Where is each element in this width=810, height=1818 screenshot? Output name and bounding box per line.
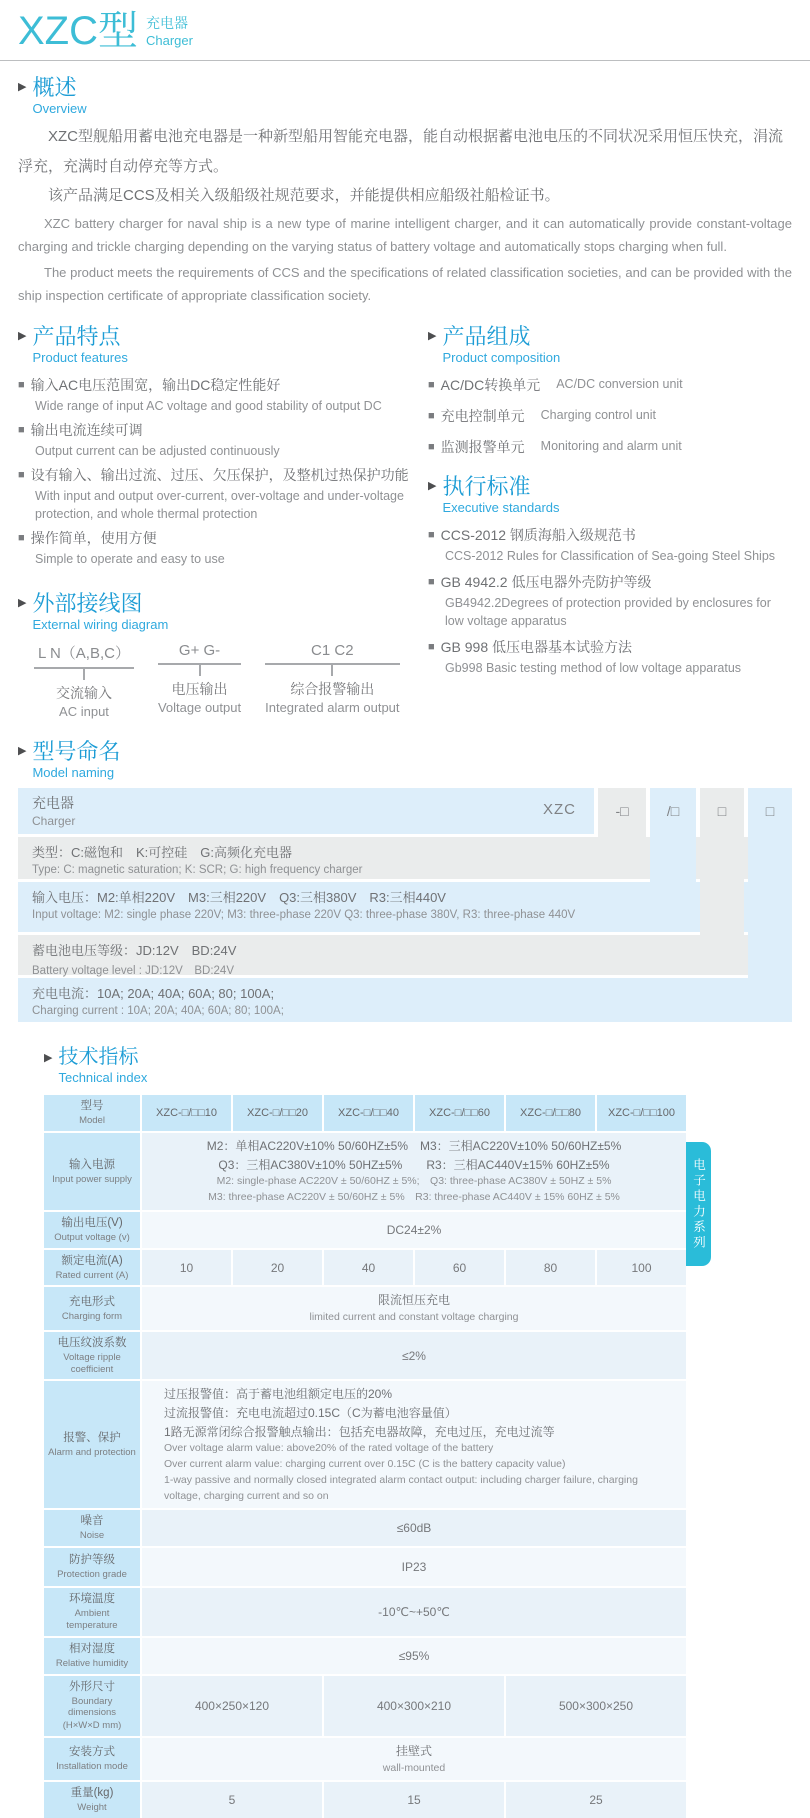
right-column — [410, 324, 792, 719]
naming-row-battery-level — [18, 935, 792, 978]
row-label-zh: 防护等级 — [69, 1554, 115, 1567]
value-line: 限流恒压充电 — [377, 1293, 450, 1308]
section-composition — [428, 324, 792, 458]
value-line: 挂壁式 — [395, 1744, 432, 1759]
row-label-zh: 报警、保护 — [63, 1431, 121, 1444]
terminal-desc-zh: 综合报警输出 — [290, 680, 375, 697]
terminal-desc-en: AC input — [59, 703, 109, 719]
left-column — [18, 324, 410, 719]
row-label-en: Installation mode — [56, 1761, 128, 1773]
overview-paragraph-en: The product meets the requirements of CCS and the specifications of related classification societies, and can be provided with the ship inspection certificate of appropriate classification society. — [18, 264, 792, 304]
placeholder-symbol: □ — [717, 803, 727, 820]
placeholder-symbol: -□ — [615, 803, 629, 820]
model-naming-table — [18, 788, 792, 1022]
overview-heading — [18, 75, 792, 116]
tech-value-cell: 80 — [506, 1250, 595, 1286]
row-label-zh: 噪音 — [80, 1515, 104, 1528]
square-bullet-icon: ■ — [18, 378, 25, 391]
tech-row-label — [44, 1133, 140, 1210]
tech-model-column: XZC-□/□□80 — [506, 1095, 595, 1131]
square-bullet-icon: ■ — [428, 409, 435, 422]
row-label-en: Noise — [79, 1530, 105, 1542]
header-label-en: Model — [79, 1115, 105, 1127]
section-bullet-icon: ▶ — [44, 1052, 53, 1065]
row-label-en: Alarm and protection — [48, 1446, 136, 1458]
section-bullet-icon: ▶ — [18, 81, 27, 93]
tech-value-cell: IP23 — [142, 1548, 686, 1586]
tech-model-column: XZC-□/□□10 — [142, 1095, 231, 1131]
row-label-zh: 电压纹波系数 — [57, 1336, 127, 1349]
section-model-naming — [18, 739, 792, 1022]
standard-item — [428, 572, 792, 630]
tech-table — [44, 1095, 686, 1818]
row-label-zh: 输出电压(V) — [61, 1216, 123, 1229]
features-title-en: Product features — [32, 349, 128, 365]
row-label-en: Voltage ripple coefficient — [63, 1351, 121, 1375]
row-label-zh: 重量(kg) — [70, 1787, 114, 1800]
page-subtitle-zh: 充电器 — [146, 15, 188, 31]
row-label-zh: 额定电流(A) — [61, 1254, 123, 1267]
naming-voltage-en: Input voltage: M2: single phase 220V; M3: three-phase 220V Q3: three-phase 380V, R3: three-phase 440V — [32, 909, 576, 922]
naming-current-en: Charging current : 10A; 20A; 40A; 60A; 80; 100A; — [32, 1005, 284, 1018]
standards-title-en: Executive standards — [442, 499, 560, 515]
row-label-en: Input power supply — [52, 1173, 132, 1185]
naming-title-en: Model naming — [32, 765, 115, 781]
tech-value-cell: 60 — [415, 1250, 504, 1286]
tech-model-column: XZC-□/□□100 — [597, 1095, 686, 1131]
naming-row-product — [18, 788, 594, 834]
value-line: Q3：三相AC380V±10% 50HZ±5% R3：三相AC440V±15% 60HZ±5% — [218, 1157, 610, 1172]
terminal-desc-zh: 交流输入 — [55, 684, 112, 701]
section-bullet-icon: ▶ — [428, 329, 437, 342]
placeholder-symbol: /□ — [666, 803, 680, 820]
tech-row-label — [44, 1510, 140, 1546]
value-line: wall-mounted — [382, 1761, 446, 1774]
value-line: 1路无源常闭综合报警触点输出：包括充电器故障，充电过压，充电过流等 — [164, 1424, 555, 1439]
features-title-zh: 产品特点 — [32, 323, 121, 349]
feature-zh: 设有输入、输出过流、过压、欠压保护，及整机过热保护功能 — [30, 467, 409, 484]
standard-zh: CCS-2012 钢质海船入级规范书 — [440, 526, 636, 543]
placeholder-band-type — [598, 788, 646, 879]
value-line: 过压报警值：高于蓄电池组额定电压的20% — [164, 1387, 393, 1402]
section-overview — [18, 75, 792, 308]
tech-value-cell: 15 — [324, 1782, 504, 1818]
overview-title-en: Overview — [32, 101, 87, 117]
tech-row-label — [44, 1381, 140, 1508]
section-features — [18, 324, 410, 569]
wiring-terminal-voltage — [158, 642, 241, 715]
composition-en: AC/DC conversion unit — [556, 376, 683, 391]
wiring-heading — [18, 591, 410, 632]
row-label-en: Relative humidity — [55, 1657, 129, 1669]
feature-item — [18, 528, 410, 568]
feature-en: With input and output over-current, over-voltage and under-voltage protection, and whole thermal protection — [35, 489, 404, 522]
feature-item — [18, 420, 410, 460]
value-line: M2：单相AC220V±10% 50/60HZ±5% M3：三相AC220V±10% 50/60HZ±5% — [206, 1139, 622, 1154]
row-label-en: (H×W×D mm) — [62, 1720, 122, 1732]
connector-line — [83, 669, 85, 680]
naming-type-zh: 类型：C:磁饱和 K:可控硅 G:高频化充电器 — [32, 845, 293, 861]
naming-heading — [18, 739, 792, 780]
wiring-diagram — [34, 642, 410, 719]
overview-paragraph: XZC型舰船用蓄电池充电器是一种新型船用智能充电器，能自动根据蓄电池电压的不同状况采用恒压快充，涓流浮充，充满时自动停充等方式。 — [18, 128, 784, 175]
value-line: 1-way passive and normally closed integrated alarm contact output: including charger failure, charging voltage, charging current and so on — [164, 1473, 638, 1502]
naming-battery-zh: 蓄电池电压等级：JD:12V BD:24V — [32, 943, 237, 959]
terminal-label: C1 C2 — [265, 642, 399, 665]
row-label-en: Ambient temperature — [66, 1608, 118, 1631]
tech-row-label — [44, 1782, 140, 1818]
overview-title-zh: 概述 — [32, 75, 77, 100]
tech-row-label — [44, 1588, 140, 1636]
feature-zh: 输入AC电压范围宽，输出DC稳定性能好 — [30, 376, 281, 393]
tech-value-cell: 100 — [597, 1250, 686, 1286]
composition-item — [428, 406, 792, 427]
feature-en: Wide range of input AC voltage and good stability of output DC — [35, 398, 382, 413]
page-subtitle-en: Charger — [146, 33, 193, 48]
standard-en: GB4942.2Degrees of protection provided by enclosures for low voltage apparatus — [445, 596, 771, 629]
square-bullet-icon: ■ — [18, 424, 25, 437]
tech-row-label — [44, 1676, 140, 1737]
square-bullet-icon: ■ — [428, 378, 435, 391]
composition-en: Monitoring and alarm unit — [540, 438, 682, 453]
tech-row-label — [44, 1287, 140, 1329]
value-line: 过流报警值：充电电流超过0.15C（C为蓄电池容量值） — [164, 1406, 457, 1421]
row-label-en: Protection grade — [57, 1569, 127, 1581]
square-bullet-icon: ■ — [428, 440, 435, 453]
terminal-desc-en: Integrated alarm output — [265, 699, 400, 715]
tech-row-label — [44, 1212, 140, 1248]
tech-value-cell: 25 — [506, 1782, 686, 1818]
row-label-zh: 相对湿度 — [69, 1642, 115, 1655]
value-line: M2: single-phase AC220V ± 50/60HZ ± 5%; Q3: three-phase AC380V ± 50HZ ± 5% — [216, 1175, 612, 1188]
composition-en: Charging control unit — [540, 407, 657, 422]
tech-value-cell: ≤95% — [142, 1638, 686, 1674]
tech-value-cell: 400×250×120 — [142, 1676, 322, 1737]
section-bullet-icon: ▶ — [18, 329, 27, 342]
square-bullet-icon: ■ — [18, 532, 25, 545]
tech-value-cell — [142, 1381, 686, 1508]
row-label-en: Charging form — [61, 1310, 123, 1322]
row-label-zh: 外形尺寸 — [69, 1680, 115, 1693]
square-bullet-icon: ■ — [428, 576, 435, 588]
wiring-terminal-alarm — [265, 642, 399, 715]
two-column-area — [18, 324, 792, 719]
naming-current-zh: 充电电流：10A; 20A; 40A; 60A; 80; 100A; — [32, 986, 275, 1002]
row-label-zh: 环境温度 — [69, 1593, 115, 1606]
terminal-label: G+ G- — [158, 642, 241, 665]
standard-en: CCS-2012 Rules for Classification of Sea-going Steel Ships — [445, 548, 776, 563]
square-bullet-icon: ■ — [428, 528, 435, 541]
tech-row-label — [44, 1738, 140, 1780]
square-bullet-icon: ■ — [428, 641, 435, 654]
tech-value-cell — [142, 1287, 686, 1329]
feature-item — [18, 465, 410, 523]
tech-model-column: XZC-□/□□40 — [324, 1095, 413, 1131]
value-line: limited current and constant voltage charging — [309, 1311, 519, 1324]
placeholder-band-voltage — [650, 788, 696, 932]
feature-en: Simple to operate and easy to use — [35, 552, 225, 567]
standard-en: Gb998 Basic testing method of low voltage apparatus — [445, 661, 742, 676]
wiring-title-en: External wiring diagram — [32, 616, 169, 632]
section-technical-index — [44, 1046, 706, 1818]
naming-product-en: Charger — [32, 814, 76, 829]
tech-row-label — [44, 1548, 140, 1586]
value-line: M3: three-phase AC220V ± 50/60HZ ± 5% R3: three-phase AC440V ± 15% 60HZ ± 5% — [208, 1191, 620, 1204]
square-bullet-icon: ■ — [18, 469, 25, 482]
composition-zh: 监测报警单元 — [440, 438, 525, 455]
standard-zh: GB 4942.2 低压电器外壳防护等级 — [440, 574, 652, 590]
placeholder-band-current — [748, 788, 792, 1022]
placeholder-symbol: □ — [765, 803, 775, 820]
page-header — [0, 0, 810, 52]
tech-value-cell: 500×300×250 — [506, 1676, 686, 1737]
tech-value-cell: 400×300×210 — [324, 1676, 504, 1737]
section-bullet-icon: ▶ — [428, 479, 437, 492]
naming-type-en: Type: C: magnetic saturation; K: SCR; G: high frequency charger — [32, 864, 363, 877]
section-bullet-icon: ▶ — [18, 744, 27, 757]
row-label-en: Rated current (A) — [55, 1269, 129, 1281]
tech-row-label — [44, 1332, 140, 1380]
tech-value-cell: ≤2% — [142, 1332, 686, 1380]
row-label-en: Weight — [77, 1802, 107, 1814]
tech-value-cell: 20 — [233, 1250, 322, 1286]
standard-item — [428, 525, 792, 565]
tech-value-cell: ≤60dB — [142, 1510, 686, 1546]
value-line: Over current alarm value: charging current over 0.15C (C is the battery capacity value) — [164, 1458, 566, 1470]
tech-value-cell — [142, 1738, 686, 1780]
standards-title-zh: 执行标准 — [442, 473, 531, 499]
section-standards — [428, 474, 792, 678]
naming-row-charging-current — [18, 978, 792, 1022]
tech-value-cell: 10 — [142, 1250, 231, 1286]
naming-title-zh: 型号命名 — [32, 738, 121, 764]
overview-paragraph: 该产品满足CCS及相关入级船级社规范要求，并能提供相应船级社船检证书。 — [48, 186, 560, 204]
composition-title-zh: 产品组成 — [442, 323, 531, 349]
naming-voltage-zh: 输入电压：M2:单相220V M3:三相220V Q3:三相380V R3:三相440V — [32, 890, 446, 906]
tech-value-cell: 40 — [324, 1250, 413, 1286]
row-label-en: Boundary dimensions — [67, 1695, 117, 1719]
feature-item — [18, 375, 410, 415]
naming-product-zh: 充电器 — [32, 795, 74, 812]
tech-header-model-label — [44, 1095, 140, 1131]
feature-zh: 操作简单，使用方便 — [30, 530, 157, 547]
naming-battery-en: Battery voltage level : JD:12V BD:24V — [32, 965, 234, 978]
row-label-en: Output voltage (v) — [54, 1231, 130, 1243]
tech-title-en: Technical index — [58, 1070, 148, 1086]
series-side-tab: 电子电力系列 — [686, 1142, 711, 1266]
page-subtitle — [146, 13, 193, 48]
connector-line — [331, 665, 333, 676]
connector-line — [199, 665, 201, 676]
row-label-zh: 输入电源 — [69, 1158, 115, 1171]
standard-item — [428, 637, 792, 677]
tech-value-cell: -10℃~+50℃ — [142, 1588, 686, 1636]
standards-heading — [428, 474, 792, 515]
section-bullet-icon: ▶ — [18, 596, 27, 609]
header-divider — [0, 60, 810, 61]
value-line: Over voltage alarm value: above20% of the rated voltage of the battery — [164, 1442, 494, 1455]
terminal-desc-en: Voltage output — [157, 699, 242, 715]
section-wiring — [18, 591, 410, 719]
feature-zh: 输出电流连续可调 — [30, 422, 143, 439]
tech-value-cell — [142, 1133, 686, 1210]
features-heading — [18, 324, 410, 365]
feature-en: Output current can be adjusted continuously — [35, 444, 280, 459]
tech-value-cell: 5 — [142, 1782, 322, 1818]
row-label-zh: 安装方式 — [69, 1746, 115, 1759]
tech-row-label — [44, 1250, 140, 1286]
tech-model-column: XZC-□/□□60 — [415, 1095, 504, 1131]
overview-paragraph-en: XZC battery charger for naval ship is a new type of marine intelligent charger, and it can automatically provide constant-voltage charging and trickle charging depending on the varying status of battery voltage and automatically stops charging when full. — [18, 216, 792, 255]
row-label-zh: 充电形式 — [69, 1295, 115, 1308]
standard-zh: GB 998 低压电器基本试验方法 — [440, 639, 633, 656]
terminal-label: L N（A,B,C） — [34, 642, 134, 669]
tech-model-column: XZC-□/□□20 — [233, 1095, 322, 1131]
tech-heading — [44, 1046, 686, 1085]
tech-value-cell: DC24±2% — [142, 1212, 686, 1248]
composition-title-en: Product composition — [442, 349, 561, 365]
placeholder-band-battery — [700, 788, 744, 975]
tech-title-zh: 技术指标 — [58, 1046, 139, 1069]
composition-heading — [428, 324, 792, 365]
composition-item — [428, 437, 792, 458]
model-prefix: XZC — [543, 801, 576, 819]
composition-zh: 充电控制单元 — [440, 407, 525, 424]
header-label-zh: 型号 — [80, 1100, 104, 1113]
tech-row-label — [44, 1638, 140, 1674]
wiring-title-zh: 外部接线图 — [32, 590, 143, 616]
page-title: XZC型 — [18, 9, 138, 53]
terminal-desc-zh: 电压输出 — [171, 680, 228, 697]
wiring-terminal-ac — [34, 642, 134, 719]
composition-zh: AC/DC转换单元 — [440, 376, 541, 393]
composition-item — [428, 375, 792, 396]
